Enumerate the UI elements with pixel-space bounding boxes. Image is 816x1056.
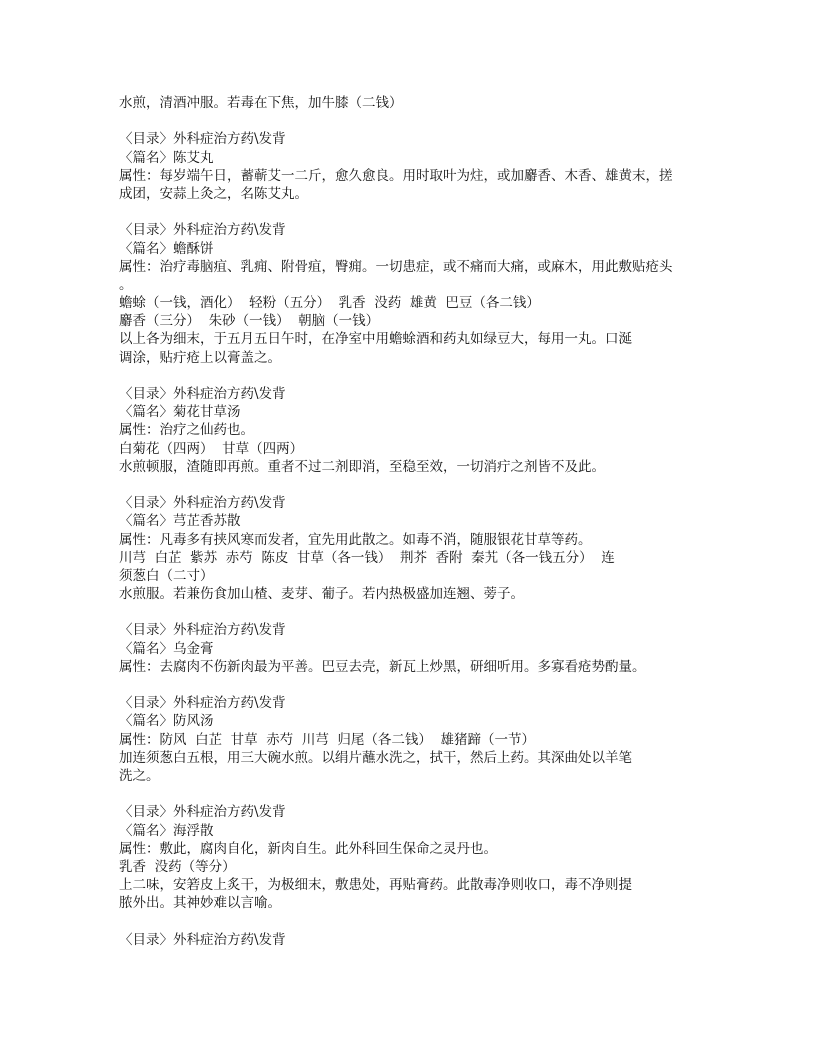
section-title: 〈篇名〉乌金膏 [119, 640, 214, 657]
text-line: 须葱白（二寸） [119, 567, 214, 584]
blank-line [119, 367, 709, 385]
section-title: 〈篇名〉菊花甘草汤 [119, 404, 241, 421]
section-title: 〈篇名〉防风汤 [119, 713, 214, 730]
section-title: 〈篇名〉芎芷香苏散 [119, 513, 241, 530]
text-line: 蟾蜍（一钱，酒化） 轻粉（五分） 乳香 没药 雄黄 巴豆（各二钱） [119, 295, 540, 312]
catalog-heading: 〈目录〉外科症治方药\发背 [119, 804, 286, 821]
blank-line [119, 603, 709, 621]
document-page [119, 94, 709, 949]
blank-line [119, 785, 709, 803]
text-line: 脓外出。其神妙难以言喻。 [119, 895, 281, 912]
blank-line [119, 476, 709, 494]
section-title: 〈篇名〉陈艾丸 [119, 149, 214, 166]
property-line: 属性：凡毒多有挟风寒而发者，宜先用此散之。如毒不消，随服银花甘草等药。 [119, 531, 592, 548]
text-line: 白菊花（四两） 甘草（四两） [119, 440, 304, 457]
text-line: 水煎，清酒冲服。若毒在下焦，加牛膝（二钱） [119, 95, 403, 111]
text-line: 成团，安蒜上灸之，名陈艾丸。 [119, 185, 308, 202]
text-line: 乳香 没药（等分） [119, 858, 236, 875]
catalog-heading: 〈目录〉外科症治方药\发背 [119, 495, 286, 512]
text-line: 加连须葱白五根，用三大碗水煎。以绢片蘸水洗之，拭干，然后上药。其深曲处以羊笔 [119, 749, 632, 766]
blank-line [119, 912, 709, 930]
property-line: 属性：敷此，腐肉自化，新肉自生。此外科回生保命之灵丹也。 [119, 840, 497, 857]
text-line: 水煎顿服，渣随即再煎。重者不过二剂即消，至稳至效，一切消疔之剂皆不及此。 [119, 458, 605, 475]
text-line: 水煎服。若兼伤食加山楂、麦芽、葡子。若内热极盛加连翘、蒡子。 [119, 586, 524, 603]
property-line: 属性：每岁端午日，蓄蕲艾一二斤，愈久愈良。用时取叶为炷，或加麝香、木香、雄黄末，搓 [119, 167, 673, 184]
catalog-heading: 〈目录〉外科症治方药\发背 [119, 695, 286, 712]
text-line: 上二味，安箬皮上炙干，为极细末，敷患处，再贴膏药。此散毒净则收口，毒不净则提 [119, 877, 632, 894]
text-line: 麝香（三分） 朱砂（一钱） 朝脑（一钱） [119, 313, 380, 330]
section-title: 〈篇名〉海浮散 [119, 822, 214, 839]
property-line: 属性：去腐肉不伤新肉最为平善。巴豆去壳，新瓦上炒黑，研细听用。多寡看疮势酌量。 [119, 658, 646, 675]
catalog-heading: 〈目录〉外科症治方药\发背 [119, 386, 286, 402]
blank-line [119, 676, 709, 694]
catalog-heading: 〈目录〉外科症治方药\发背 [119, 931, 286, 948]
blank-line [119, 112, 709, 130]
catalog-heading: 〈目录〉外科症治方药\发背 [119, 622, 286, 639]
property-line: 属性：治疗之仙药也。 [119, 422, 254, 439]
catalog-heading: 〈目录〉外科症治方药\发背 [119, 131, 286, 148]
text-line: 以上各为细末，于五月五日午时，在净室中用蟾蜍酒和药丸如绿豆大，每用一丸。口涎 [119, 331, 632, 348]
text-line: 。 [119, 276, 133, 293]
text-line: 调涂，贴疔疮上以膏盖之。 [119, 349, 281, 366]
property-line: 属性：防风 白芷 甘草 赤芍 川芎 归尾（各二钱） 雄猪蹄（一节） [119, 731, 535, 748]
text-line: 洗之。 [119, 767, 160, 784]
section-title: 〈篇名〉蟾酥饼 [119, 240, 214, 257]
text-line: 川芎 白芷 紫苏 赤芍 陈皮 甘草（各一钱） 荆芥 香附 秦艽（各一钱五分） 连 [119, 549, 615, 566]
blank-line [119, 203, 709, 221]
property-line: 属性：治疗毒脑疽、乳痈、附骨疽，臀痈。一切患症，或不痛而大痛，或麻木，用此敷贴疮头 [119, 258, 673, 275]
catalog-heading: 〈目录〉外科症治方药\发背 [119, 222, 286, 239]
